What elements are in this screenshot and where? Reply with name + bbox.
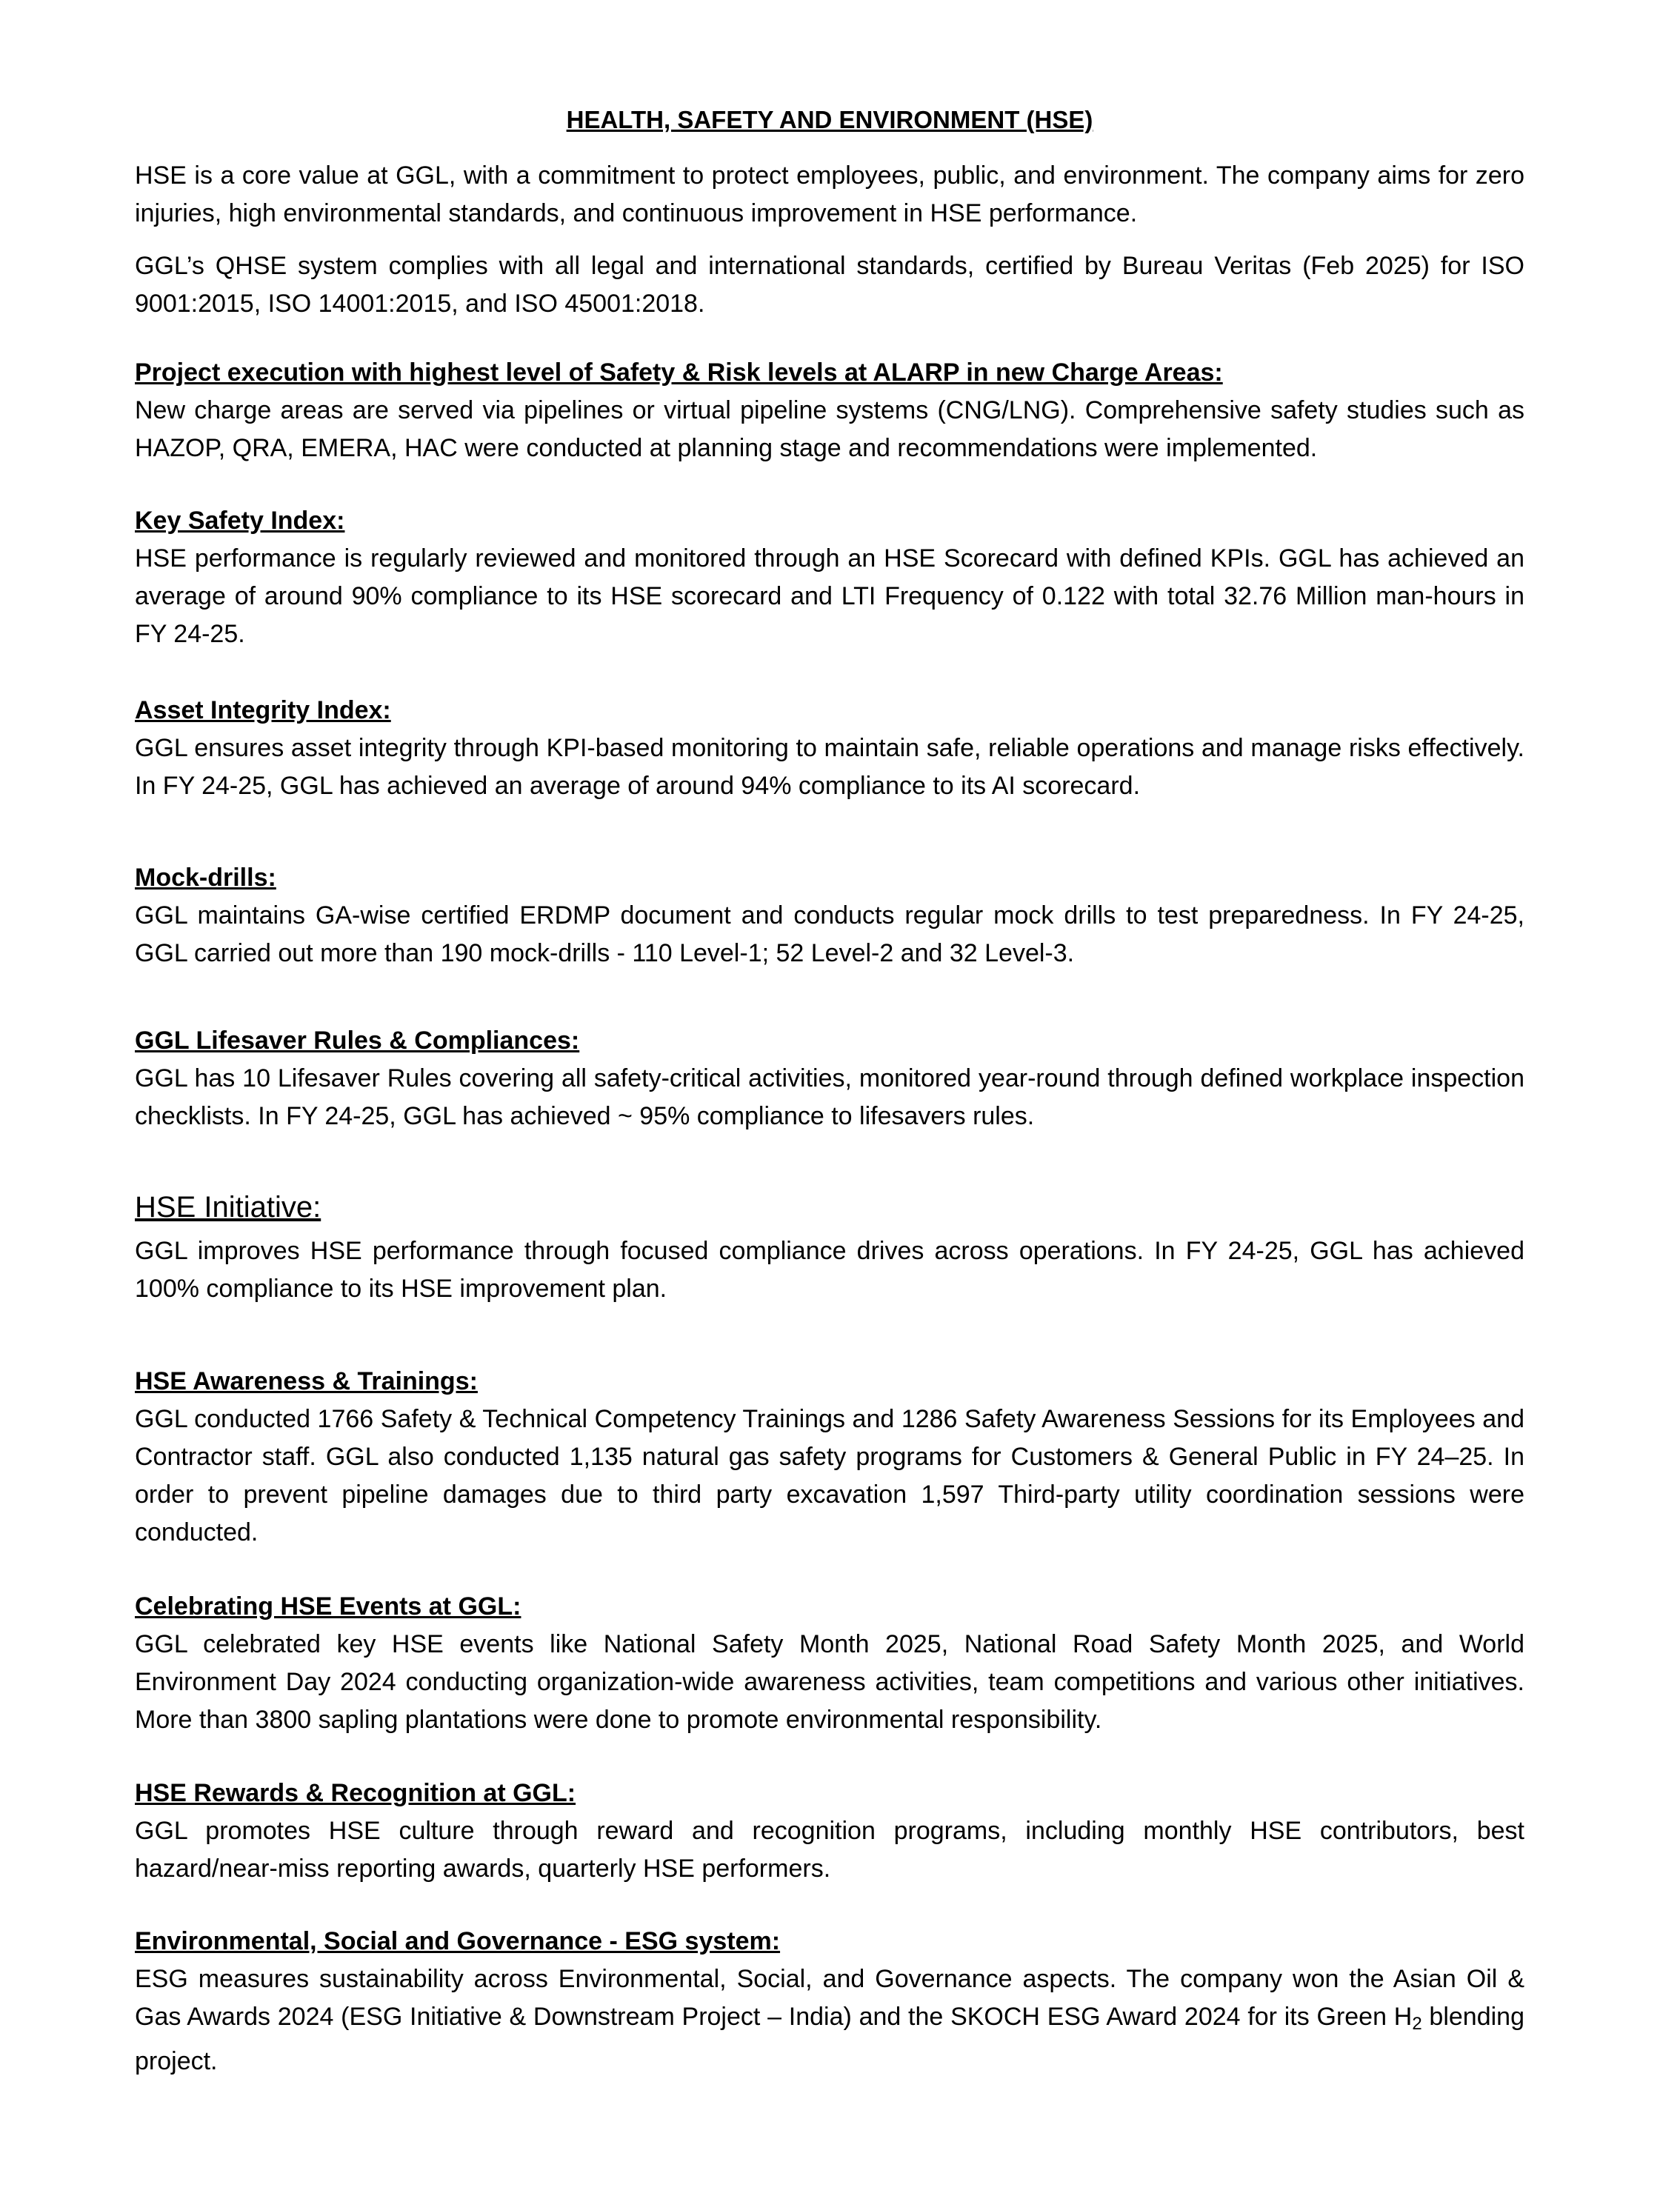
section-project-execution: [135, 354, 1524, 467]
document-title: HEALTH, SAFETY AND ENVIRONMENT (HSE): [566, 106, 1093, 133]
section-body: New charge areas are served via pipelines or virtual pipeline systems (CNG/LNG). Comprehensive safety studies such as HAZOP, QRA, EMERA, HAC were conducted at planning stage and recommendations were implemented.: [135, 396, 1524, 462]
section-lifesaver-rules: [135, 1022, 1524, 1135]
section-body: GGL has 10 Lifesaver Rules covering all safety-critical activities, monitored year-round through defined workplace inspection checklists. In FY 24-25, GGL has achieved ~ 95% compliance to lifesavers rules.: [135, 1064, 1524, 1130]
section-body: GGL ensures asset integrity through KPI-based monitoring to maintain safe, reliable operations and manage risks effectively. In FY 24-25, GGL has achieved an average of around 94% compliance to its AI scorecard.: [135, 734, 1524, 800]
hydrogen-subscript: 2: [1412, 2014, 1422, 2034]
section-body: GGL promotes HSE culture through reward and recognition programs, including monthly HSE contributors, best hazard/near-miss reporting awards, quarterly HSE performers.: [135, 1817, 1524, 1883]
section-heading: HSE Initiative:: [135, 1191, 321, 1224]
section-mock-drills: [135, 859, 1524, 972]
section-heading: Celebrating HSE Events at GGL:: [135, 1592, 521, 1621]
section-asset-integrity-index: [135, 692, 1524, 805]
intro-paragraph-2: [135, 247, 1524, 323]
esg-body-text: ESG measures sustainability across Environmental, Social, and Governance aspects. The company won the Asian Oil & Gas Awards 2024 (ESG Initiative & Downstream Project – India) and the SKOCH ESG Award 2024 for its Green H: [135, 1965, 1524, 2031]
section-body: GGL maintains GA-wise certified ERDMP document and conducts regular mock drills to test preparedness. In FY 24-25, GGL carried out more than 190 mock-drills - 110 Level-1; 52 Level-2 and 32 Level-3.: [135, 901, 1524, 967]
section-esg-system: [135, 1923, 1524, 2080]
section-heading: Key Safety Index:: [135, 507, 345, 535]
section-hse-initiative: [135, 1187, 1524, 1308]
section-body: GGL conducted 1766 Safety & Technical Competency Trainings and 1286 Safety Awareness Sessions for its Employees and Contractor staff. GGL also conducted 1,135 natural gas safety programs for Customers & General Public in FY 24–25. In order to prevent pipeline damages due to third party excavation 1,597 Third-party utility coordination sessions were conducted.: [135, 1405, 1524, 1546]
esg-body-tail: blending project.: [135, 2003, 1524, 2075]
section-heading: GGL Lifesaver Rules & Compliances:: [135, 1027, 580, 1055]
section-body: [135, 1960, 1524, 2080]
section-heading: HSE Awareness & Trainings:: [135, 1367, 478, 1395]
section-hse-events: [135, 1588, 1524, 1739]
intro-text-2: GGL’s QHSE system complies with all legal and international standards, certified by Bureau Veritas (Feb 2025) for ISO 9001:2015, ISO 14001:2015, and ISO 45001:2018.: [135, 252, 1524, 318]
section-hse-awareness: [135, 1363, 1524, 1552]
section-heading: Environmental, Social and Governance - ESG system:: [135, 1927, 781, 1955]
section-key-safety-index: [135, 502, 1524, 653]
section-body: GGL improves HSE performance through focused compliance drives across operations. In FY 24-25, GGL has achieved 100% compliance to its HSE improvement plan.: [135, 1237, 1524, 1303]
section-body: GGL celebrated key HSE events like National Safety Month 2025, National Road Safety Month 2025, and World Environment Day 2024 conducting organization-wide awareness activities, team competitions and various other initiatives. More than 3800 sapling plantations were done to promote environmental responsibility.: [135, 1630, 1524, 1734]
section-heading: Asset Integrity Index:: [135, 696, 391, 724]
section-body: HSE performance is regularly reviewed and monitored through an HSE Scorecard with defined KPIs. GGL has achieved an average of around 90% compliance to its HSE scorecard and LTI Frequency of 0.122 with total 32.76 Million man-hours in FY 24-25.: [135, 544, 1524, 648]
intro-text-1: HSE is a core value at GGL, with a commitment to protect employees, public, and environment. The company aims for zero injuries, high environmental standards, and continuous improvement in HSE performance.: [135, 161, 1524, 227]
section-heading: HSE Rewards & Recognition at GGL:: [135, 1779, 576, 1807]
section-heading: Project execution with highest level of Safety & Risk levels at ALARP in new Charge Areas:: [135, 358, 1223, 387]
section-hse-rewards: [135, 1775, 1524, 1888]
intro-paragraph-1: [135, 157, 1524, 233]
section-heading: Mock-drills:: [135, 864, 276, 892]
